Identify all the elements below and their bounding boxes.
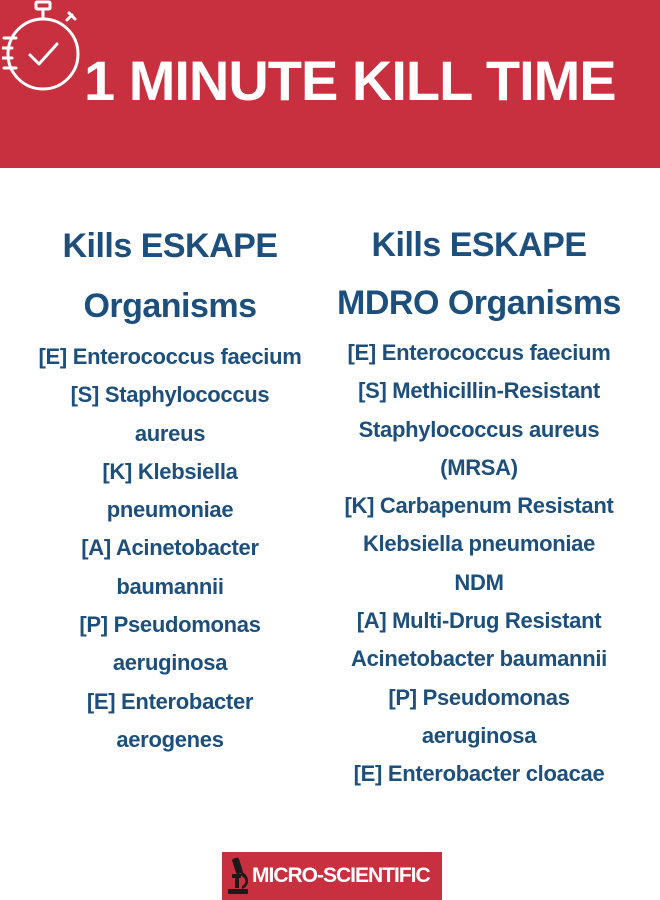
list-item: (MRSA) (440, 454, 518, 480)
left-column-heading (20, 216, 320, 336)
brand-name: MICRO-SCIENTIFIC (252, 864, 430, 887)
eskape-mdro-organisms-column (318, 216, 640, 794)
list-item: [S] Staphylococcus (70, 382, 270, 408)
list-item: aeruginosa (112, 650, 228, 676)
eskape-organisms-column (20, 216, 320, 759)
list-item: pneumoniae (106, 497, 234, 523)
left-heading-line2: Organisms (83, 287, 257, 325)
list-item: NDM (454, 569, 504, 595)
list-item: [K] Carbapenum Resistant (344, 493, 614, 519)
right-organism-list (318, 334, 640, 794)
list-item: [E] Enterococcus faecium (38, 344, 302, 369)
left-heading-line1: Kills ESKAPE (62, 227, 278, 265)
list-item: [K] Klebsiella (102, 458, 238, 484)
list-item: baumannii (116, 573, 224, 599)
list-item: [E] Enterobacter (86, 688, 254, 714)
left-organism-list (20, 338, 320, 759)
header-banner (0, 0, 660, 168)
right-column-heading (318, 216, 640, 332)
list-item: [E] Enterococcus faecium (347, 340, 611, 365)
list-item: aureus (134, 420, 206, 446)
list-item: Acinetobacter baumannii (351, 646, 607, 672)
list-item: aeruginosa (421, 722, 537, 748)
stopwatch-check-icon (2, 0, 82, 100)
list-item: [A] Acinetobacter (81, 535, 259, 561)
list-item: [A] Multi-Drug Resistant (356, 608, 602, 634)
list-item: [P] Pseudomonas (79, 612, 261, 638)
list-item: [E] Enterobacter cloacae (353, 761, 605, 787)
list-item: [P] Pseudomonas (388, 684, 570, 710)
right-heading-line1: Kills ESKAPE (371, 226, 587, 264)
microscope-icon (226, 856, 252, 896)
list-item: Staphylococcus aureus (358, 416, 600, 442)
banner-title: 1 MINUTE KILL TIME (84, 49, 616, 112)
list-item: [S] Methicillin-Resistant (358, 378, 600, 404)
right-heading-line2: MDRO Organisms (337, 284, 621, 322)
list-item: aerogenes (116, 726, 224, 752)
list-item: Klebsiella pneumoniae (362, 531, 596, 557)
brand-logo (222, 852, 442, 900)
